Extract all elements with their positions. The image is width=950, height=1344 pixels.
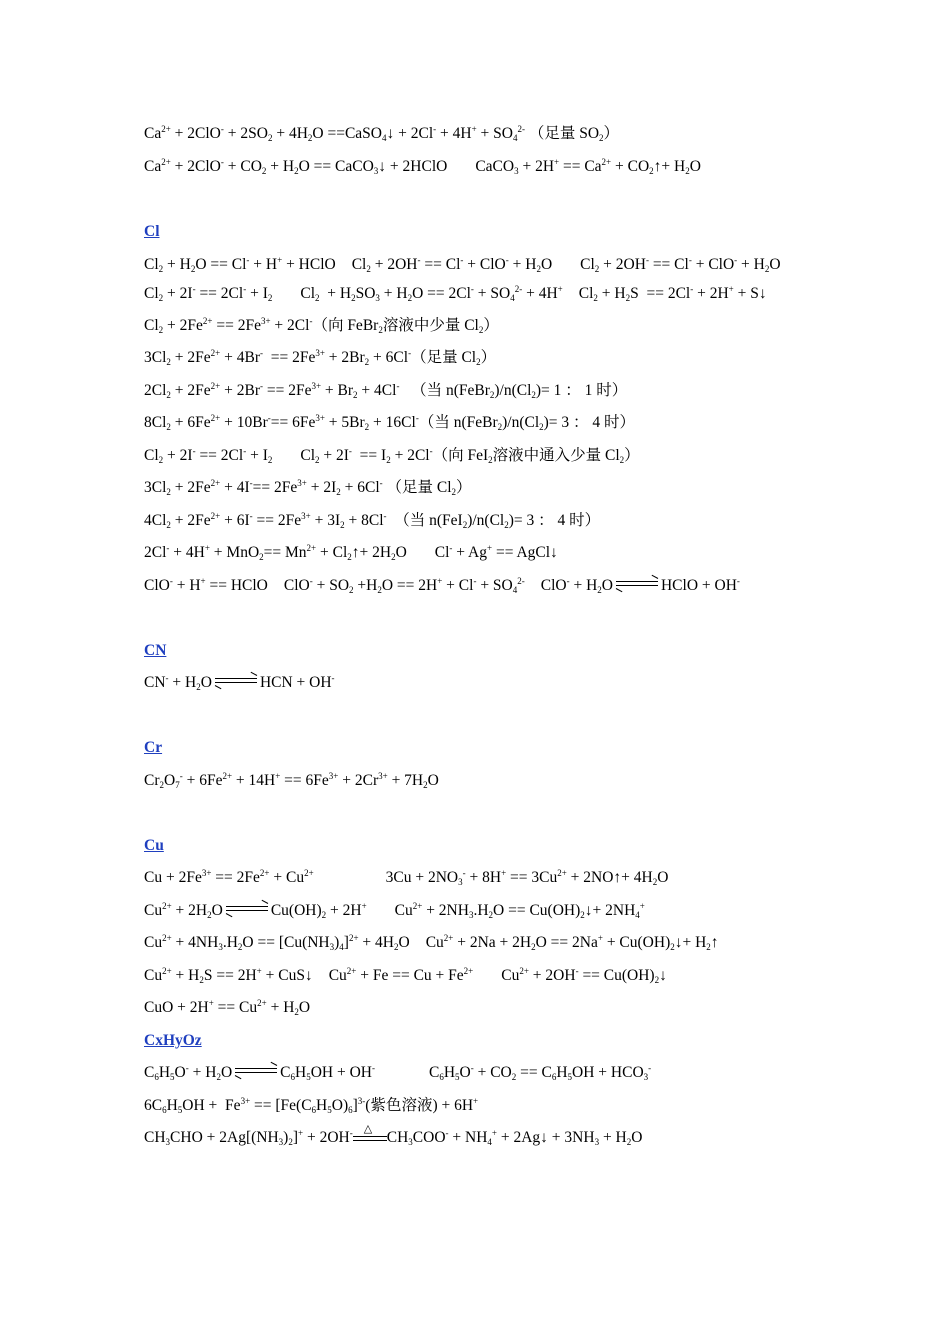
equation-line: $3Cl_2 + 2Fe^{2+} + 4I^-== 2Fe^{3+} + 2I_2 + 6Cl^-$ （足量 $Cl_2$） xyxy=(144,478,472,497)
equation-line: ClO- + H+ == HClO $ClO^- + SO_2 +H_2O == 2H^+ + Cl^- + SO_4^{2-}$ $ClO^- + H_2O$ HClO + OH- xyxy=(144,575,740,595)
equation-line: $Cu^{2+} + 4NH_3.H_2O == [Cu(NH_3)_4]^{2+} + 4H_2O$ $Cu^{2+} + 2Na + 2H_2O == 2Na^+$ + $Cu(OH)_2↓+$ $H_2↑$ xyxy=(144,933,719,952)
reversible-arrow-icon xyxy=(215,676,257,686)
equation-line: $Cu^{2+} + H_2S == 2H^+$ + CuS↓ $Cu^{2+} + Fe == Cu + Fe^{2+}$ $Cu^{2+} + 2OH^-$ == $Cu(OH)_2↓$ xyxy=(144,965,667,985)
equation-line: $4Cl_2 + 2Fe^{2+} + 6I^- == 2Fe^{3+} + 3I_2 + 8Cl^-$ （当 $n(FeI_2)/n(Cl_2)= 3$ ： 4 时） xyxy=(144,510,601,530)
reversible-arrow-icon xyxy=(616,579,658,589)
equation-line: $CN^- + H_2O$ HCN + OH- xyxy=(144,673,335,692)
equation-line: $Cl_2 + 2I^- == 2Cl^- + I_2$ $Cl_2 + 2I^- == I_2 + 2Cl^-$（向 FeI$_2$溶液中通入少量 $Cl_2$） xyxy=(144,445,640,465)
heating-arrow-icon: △ xyxy=(353,1128,387,1144)
equation-line: $Cl_2 + 2I^- == 2Cl^- + I_2$ $Cl_2 + H_2SO_3 + H_2O == 2Cl^- + SO_4^{2-} + 4H^+$ $Cl_2 + H_2S == 2Cl^- + 2H^+$ + S↓ xyxy=(144,284,767,303)
section-heading-cn[interactable]: CN xyxy=(144,641,167,659)
equation-line: $2Cl_2 + 2Fe^{2+} + 2Br^- == 2Fe^{3+} + Br_2 + 4Cl^-$ （当 $n(FeBr_2)/n(Cl_2)= 1$ ： 1 时） xyxy=(144,380,628,400)
equation-line: $Cu + 2Fe^{3+} == 2Fe^{2+} + Cu^{2+}$ $3Cu + 2NO_3^- + 8H^+ == 3Cu^{2+}$ + 2NO↑+ $4H_2O$ xyxy=(144,868,669,887)
equation-line: $Cr_2O_7^- + 6Fe^{2+} + 14H^+ == 6Fe^{3+} + 2Cr^{3+} + 7H_2O$ xyxy=(144,770,439,790)
section-heading-cxhyoz[interactable]: CxHyOz xyxy=(144,1031,202,1049)
equation-line: $8Cl_2 + 6Fe^{2+} + 10Br^-== 6Fe^{3+} + 5Br_2 + 16Cl^-$（当 $n(FeBr_2)/n(Cl_2)= 3$ ： 4 时） xyxy=(144,413,636,432)
equation-line: $Cu^{2+} + 2H_2O$ $Cu(OH)_2 + 2H^+$ $Cu^{2+} + 2NH_3.H_2O$ == $Cu(OH)_2↓+ 2NH_4^+$ xyxy=(144,900,645,920)
equation-line: $C_6H_5O^- + H_2O$ $C_6H_5OH + OH^-$ $C_6H_5O^- + CO_2 == C_6H_5OH + HCO_3^-$ xyxy=(144,1063,652,1082)
equation-line: $Cl_2 + 2Fe^{2+} == 2Fe^{3+} + 2Cl^-$（向 FeBr$_2$溶液中少量 $Cl_2$） xyxy=(144,315,499,335)
equation-line: $6C_6H_5OH + Fe^{3+} == [Fe(C_6H_5O)_6]^{3-}$(紫色溶液) + 6H+ xyxy=(144,1095,479,1115)
equation-line: $Ca^{2+} + 2ClO^- + 2SO_2 + 4H_2O$ ==CaSO$_4$↓ + $2Cl^- + 4H^+ + SO_4^{2-}$ （足量 $SO_2$） xyxy=(144,124,620,143)
section-heading-cu[interactable]: Cu xyxy=(144,836,164,854)
equation-line: CuO + $2H^+ == Cu^{2+} + H_2O$ xyxy=(144,998,311,1017)
equation-line: $CH_3CHO + 2Ag[(NH_3)_2]^+ + 2OH^-$ △ $CH_3COO^- + NH_4^+$ + 2Ag↓ + $3NH_3 + H_2O$ xyxy=(144,1123,643,1147)
section-heading-cl[interactable]: Cl xyxy=(144,222,160,240)
section-heading-cr[interactable]: Cr xyxy=(144,739,163,756)
reversible-arrow-icon xyxy=(235,1066,277,1076)
reversible-arrow-icon xyxy=(226,904,268,914)
equation-line: $2Cl^- + 4H^+ + MnO_2== Mn^{2+}$ + $Cl_2↑+ 2H_2O$ Cl- + Ag+ == AgCl↓ xyxy=(144,543,558,562)
document-page xyxy=(144,118,814,1155)
equation-line: $Cl_2 + H_2O == Cl^- + H^+$ + HClO $Cl_2 + 2OH^- == Cl^- + ClO^- + H_2O$ $Cl_2 + 2OH^- == Cl^- + ClO^- + H_2O$ xyxy=(144,255,781,274)
equation-line: $Ca^{2+} + 2ClO^- + CO_2 + H_2O$ == CaCO$_3$↓ + 2HClO CaCO$_3$ + $2H^+ == Ca^{2+}$ + $CO_2↑+ H_2O$ xyxy=(144,156,701,176)
equation-line: $3Cl_2 + 2Fe^{2+} + 4Br^- == 2Fe^{3+} + 2Br_2 + 6Cl^-$（足量 $Cl_2$） xyxy=(144,348,497,367)
